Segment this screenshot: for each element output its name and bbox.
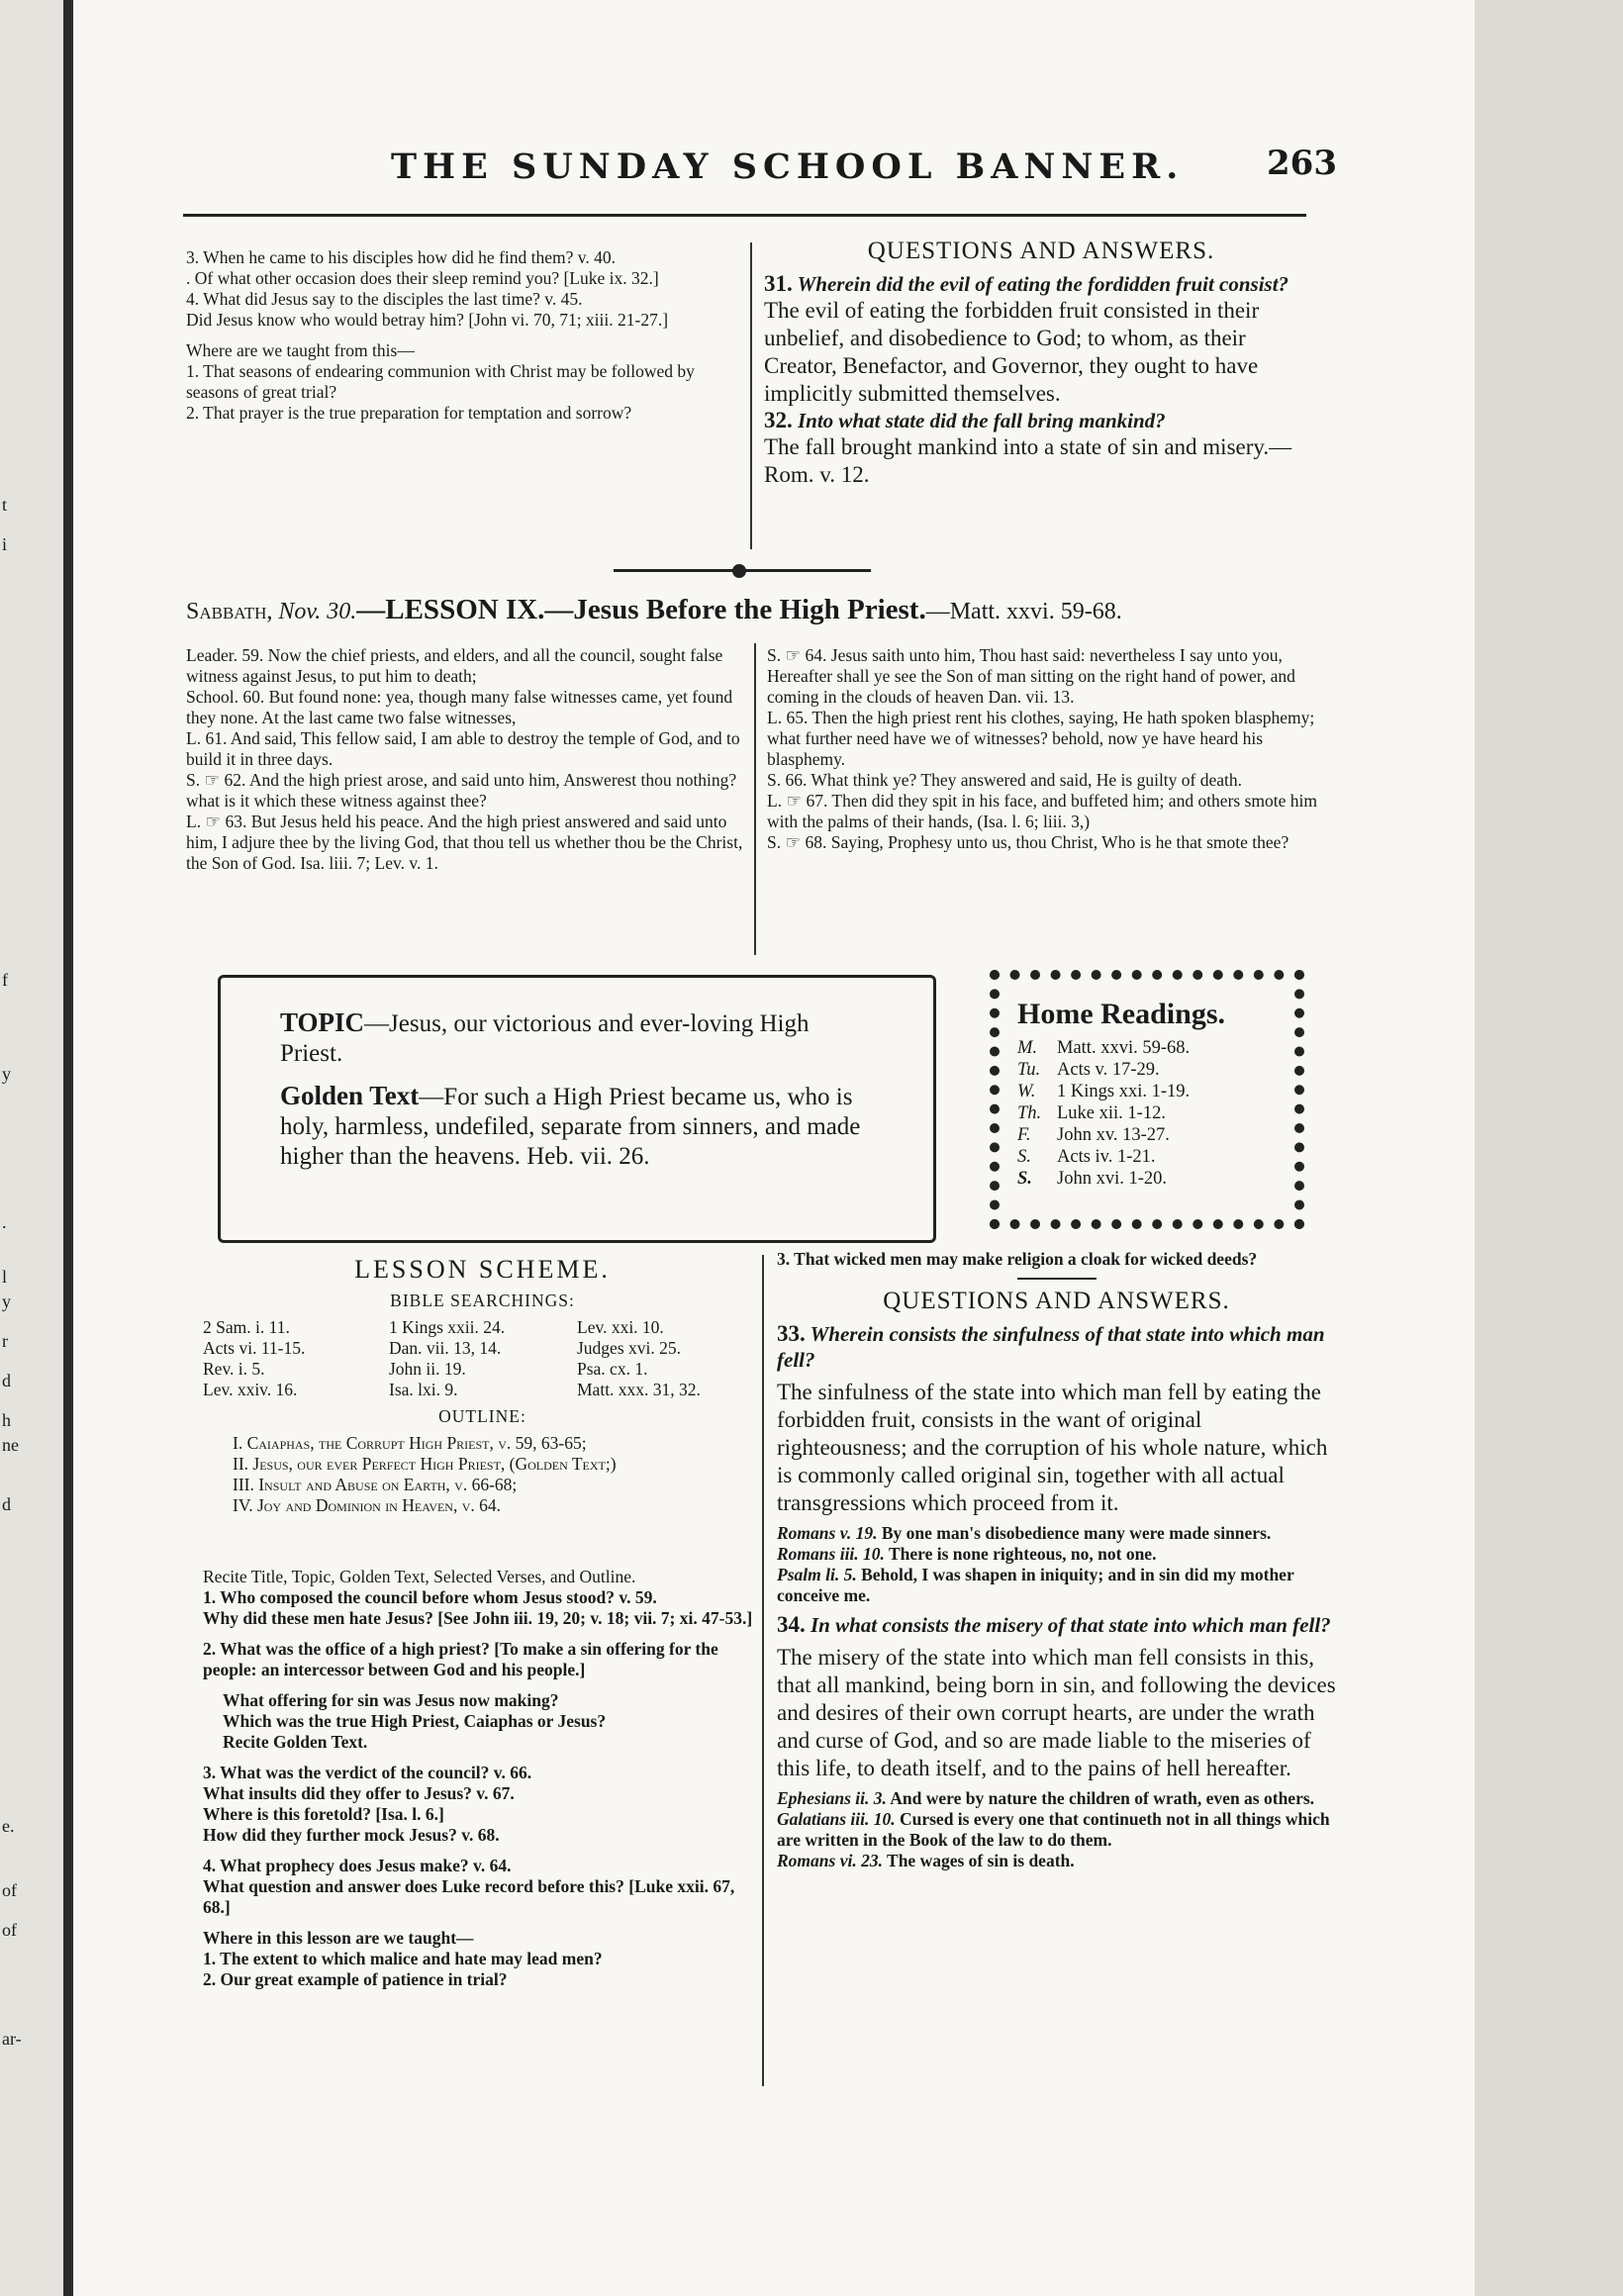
verses-right [767, 645, 1321, 853]
verse: L. ☞ 63. But Jesus held his peace. And the high priest answered and said unto him, I adjure thee by the living God, that thou tell us whether thou be the Christ, the Son of God. Isa. liii. 7; Lev. v. 1. [186, 812, 743, 873]
answer-34: The misery of the state into which man fell consists in this, that all mankind, being born in sin, and following the devices and desires of their own corrupt hearts, are under the wrath and curse of God, and so are made liable to the miseries of this life, to death itself, and to the pains of hell hereafter. [777, 1645, 1336, 1780]
proof-body: And were by nature the children of wrath, even as others. [886, 1788, 1315, 1808]
scheme-question: 2. Our great example of patience in trial? [203, 1969, 508, 1989]
left-page-gutter [0, 0, 71, 2296]
edge-fragment: d [2, 1371, 11, 1390]
golden-text-label: Golden Text [280, 1081, 420, 1110]
edge-fragment: . [2, 1212, 7, 1232]
lesson-date: Nov. 30. [278, 599, 357, 624]
qa-title: QUESTIONS AND ANSWERS. [883, 1288, 1230, 1314]
taught-item: 2. That prayer is the true preparation for temptation and sorrow? [186, 403, 632, 423]
reading-row [1017, 1059, 1294, 1081]
edge-fragment: y [2, 1064, 11, 1084]
question-line: Did Jesus know who would betray him? [John vi. 70, 71; xiii. 21-27.] [186, 310, 669, 330]
scheme-question: What insults did they offer to Jesus? v. 67. [203, 1783, 515, 1803]
edge-fragment: of [2, 1920, 17, 1940]
proof-text [777, 1565, 1336, 1606]
proof-text [777, 1523, 1336, 1544]
outline-item: II. Jesus, our ever Perfect High Priest, (Golden Text;) [233, 1454, 617, 1474]
bottom-qa-section [777, 1249, 1336, 1871]
left-page-edge-text [0, 0, 40, 2296]
question-31 [764, 271, 1318, 297]
bible-ref: Isa. lxi. 9. [389, 1380, 458, 1399]
bible-ref: Lev. xxiv. 16. [203, 1380, 298, 1399]
verse: L. ☞ 67. Then did they spit in his face, and buffeted him; and others smote him with the palms of their hands, (Isa. l. 6; liii. 3,) [767, 791, 1317, 831]
topic-box [218, 975, 936, 1243]
edge-fragment: r [2, 1331, 8, 1351]
question-line: . Of what other occasion does their sleep remind you? [Luke ix. 32.] [186, 268, 659, 288]
scheme-question: Which was the true High Priest, Caiaphas or Jesus? [223, 1711, 607, 1731]
edge-fragment: l [2, 1267, 8, 1287]
question-32 [764, 408, 1318, 433]
home-readings-box [990, 970, 1304, 1229]
proof-ref: Romans v. 19. [777, 1523, 878, 1543]
topic-label: TOPIC [280, 1007, 365, 1037]
taught-item: 3. That wicked men may make religion a cloak for wicked deeds? [777, 1249, 1258, 1269]
proof-ref: Romans vi. 23. [777, 1851, 883, 1870]
outline-item: III. Insult and Abuse on Earth, v. 66-68; [233, 1475, 518, 1494]
question-text: Into what state did the fall bring mankind? [798, 409, 1166, 432]
proof-text [777, 1788, 1336, 1809]
edge-fragment: f [2, 970, 8, 990]
column-rule [762, 1255, 764, 2086]
bible-references [203, 1317, 762, 1400]
reading-ref: John xv. 13-27. [1057, 1125, 1170, 1145]
lesson-reference: —Matt. xxvi. 59-68. [925, 599, 1122, 624]
proof-body: Cursed is every one that continueth not in all things which are written in the Book of the law to do them. [777, 1809, 1330, 1850]
top-qa-section [764, 238, 1318, 489]
question-34 [777, 1612, 1336, 1638]
bible-ref: Lev. xxi. 10. [577, 1317, 664, 1337]
question-text: Wherein did the evil of eating the fordidden fruit consist? [797, 272, 1289, 296]
proof-body: The wages of sin is death. [882, 1851, 1075, 1870]
edge-fragment: t [2, 495, 8, 515]
scheme-question: Why did these men hate Jesus? [See John iii. 19, 20; v. 18; vii. 7; xi. 47-53.] [203, 1608, 753, 1628]
reading-day: Tu. [1017, 1060, 1041, 1080]
top-left-questions [186, 247, 740, 424]
outline-item: IV. Joy and Dominion in Heaven, v. 64. [233, 1495, 502, 1515]
question-number: 33. [777, 1321, 806, 1346]
answer-32: The fall brought mankind into a state of sin and misery.—Rom. v. 12. [764, 434, 1292, 487]
proof-ref: Romans iii. 10. [777, 1544, 885, 1564]
reading-day: S. [1017, 1147, 1031, 1167]
reading-row [1017, 1037, 1294, 1059]
edge-fragment: i [2, 534, 8, 554]
reading-day: S. [1017, 1169, 1032, 1189]
proof-ref: Ephesians ii. 3. [777, 1788, 887, 1808]
scheme-question: How did they further mock Jesus? v. 68. [203, 1825, 500, 1845]
reading-day: M. [1017, 1038, 1038, 1058]
proof-text [777, 1809, 1336, 1851]
edge-fragment: y [2, 1292, 11, 1311]
verse: L. 61. And said, This fellow said, I am able to destroy the temple of God, and to build it in three days. [186, 728, 740, 769]
edge-fragment: e. [2, 1816, 15, 1836]
lesson-title: LESSON IX.—Jesus Before the High Priest. [385, 594, 926, 625]
proof-body: By one man's disobedience many were made sinners. [877, 1523, 1272, 1543]
section-divider [614, 569, 871, 572]
scheme-question: 4. What prophecy does Jesus make? v. 64. [203, 1856, 512, 1875]
book-fore-edge [1475, 0, 1623, 2296]
reading-row [1017, 1146, 1294, 1168]
verse: L. 65. Then the high priest rent his clothes, saying, He hath spoken blasphemy; what further need have we of witnesses? behold, now ye have heard his blasphemy. [767, 708, 1315, 769]
question-33 [777, 1321, 1336, 1373]
proof-ref: Psalm li. 5. [777, 1565, 857, 1584]
answer-33: The sinfulness of the state into which man fell by eating the forbidden fruit, consists in the want of original righteousness; and the corruption of his whole nature, which is commonly called original sin, together with all actual transgressions which proceed from it. [777, 1380, 1328, 1515]
reading-row [1017, 1102, 1294, 1124]
topic-line [280, 1007, 874, 1069]
answer-31: The evil of eating the forbidden fruit consisted in their unbelief, and disobedience to God; to whom, as their Creator, Benefactor, and Governor, they ought to have implicitly submitted themselves. [764, 298, 1260, 406]
bible-ref: Dan. vii. 13, 14. [389, 1338, 502, 1358]
scheme-questions [203, 1567, 762, 1990]
home-readings-title: Home Readings. [1017, 998, 1225, 1030]
verse: S. ☞ 68. Saying, Prophesy unto us, thou Christ, Who is he that smote thee? [767, 832, 1289, 852]
mini-rule [1017, 1278, 1097, 1280]
scheme-question: What offering for sin was Jesus now making? [223, 1690, 559, 1710]
lesson-scheme [203, 1255, 762, 1516]
proof-text [777, 1851, 1336, 1871]
bible-ref: Matt. xxx. 31, 32. [577, 1380, 701, 1399]
lesson-dash: — [356, 594, 386, 625]
question-line: 3. When he came to his disciples how did he find them? v. 40. [186, 247, 617, 267]
bible-ref: Acts vi. 11-15. [203, 1338, 306, 1358]
running-title: THE SUNDAY SCHOOL BANNER. [391, 146, 1185, 187]
proof-body: There is none righteous, no, not one. [884, 1544, 1157, 1564]
question-line: 4. What did Jesus say to the disciples the last time? v. 45. [186, 289, 583, 309]
edge-fragment: ne [2, 1435, 19, 1455]
reading-row [1017, 1081, 1294, 1102]
bible-searchings-title: BIBLE SEARCHINGS: [390, 1291, 575, 1310]
scheme-question: 2. What was the office of a high priest? [To make a sin offering for the people: an intercessor between God and his people.] [203, 1639, 718, 1679]
reading-day: F. [1017, 1125, 1031, 1145]
bible-ref: Psa. cx. 1. [577, 1359, 648, 1379]
header-rule [183, 214, 1306, 217]
question-text: Wherein consists the sinfulness of that state into which man fell? [777, 1322, 1325, 1372]
reading-day: W. [1017, 1082, 1036, 1101]
taught-heading: Where are we taught from this— [186, 340, 415, 360]
scheme-question: 1. Who composed the council before whom Jesus stood? v. 59. [203, 1587, 657, 1607]
golden-text-line [280, 1081, 874, 1172]
binding-shadow [63, 0, 73, 2296]
reading-ref: Acts iv. 1-21. [1057, 1147, 1156, 1167]
verse: S. ☞ 64. Jesus saith unto him, Thou hast said: nevertheless I say unto you, Hereafter shall ye see the Son of man sitting on the right hand of power, and coming in the clouds of heaven Dan. vii. 13. [767, 645, 1295, 707]
recite-line: Recite Title, Topic, Golden Text, Selected Verses, and Outline. [203, 1567, 636, 1586]
edge-fragment: d [2, 1494, 11, 1514]
bible-ref: John ii. 19. [389, 1359, 466, 1379]
topic-content [280, 1007, 874, 1172]
bible-ref: Rev. i. 5. [203, 1359, 265, 1379]
question-text: In what consists the misery of that state into which man fell? [811, 1613, 1331, 1637]
column-rule [750, 242, 752, 549]
reading-ref: 1 Kings xxi. 1-19. [1057, 1082, 1191, 1101]
verse: School. 60. But found none: yea, though many false witnesses came, yet found they none. At the last came two false witnesses, [186, 687, 733, 727]
edge-fragment: ar- [2, 2029, 22, 2049]
question-number: 31. [764, 271, 793, 296]
scheme-title: LESSON SCHEME. [354, 1255, 611, 1284]
bible-ref: 2 Sam. i. 11. [203, 1317, 290, 1337]
scheme-question: Where is this foretold? [Isa. l. 6.] [203, 1804, 444, 1824]
verse: S. 66. What think ye? They answered and said, He is guilty of death. [767, 770, 1243, 790]
edge-fragment: of [2, 1880, 17, 1900]
reading-row [1017, 1168, 1294, 1190]
scheme-question: Recite Golden Text. [223, 1732, 368, 1752]
column-rule [754, 643, 756, 955]
proof-ref: Galatians iii. 10. [777, 1809, 896, 1829]
verses-left [186, 645, 745, 874]
reading-ref: Matt. xxvi. 59-68. [1057, 1038, 1191, 1058]
proof-text [777, 1544, 1336, 1565]
bible-ref: 1 Kings xxii. 24. [389, 1317, 506, 1337]
reading-ref: Acts v. 17-29. [1057, 1060, 1160, 1080]
scheme-question: Where in this lesson are we taught— [203, 1928, 474, 1948]
taught-item: 1. That seasons of endearing communion with Christ may be followed by seasons of great trial? [186, 361, 695, 402]
outline-title: OUTLINE: [438, 1406, 526, 1426]
outline-item: I. Caiaphas, the Corrupt High Priest, v. 59, 63-65; [233, 1433, 587, 1453]
scheme-question: What question and answer does Luke record before this? [Luke xxii. 67, 68.] [203, 1876, 735, 1917]
reading-ref: John xvi. 1-20. [1057, 1169, 1167, 1189]
qa-title: QUESTIONS AND ANSWERS. [867, 238, 1215, 264]
lesson-prefix: Sabbath, [186, 599, 273, 624]
proof-body: Behold, I was shapen in iniquity; and in sin did my mother conceive me. [777, 1565, 1294, 1605]
scheme-question: 3. What was the verdict of the council? v. 66. [203, 1763, 532, 1782]
bible-ref: Judges xvi. 25. [577, 1338, 681, 1358]
page-number: 263 [1267, 144, 1337, 183]
lesson-heading [186, 594, 1122, 626]
question-number: 32. [764, 408, 793, 432]
topic-text: —Jesus, our victorious and ever-loving High Priest. [280, 1010, 810, 1067]
golden-text: —For such a High Priest became us, who is holy, harmless, undefiled, separate from sinners, and made higher than the heavens. Heb. vii. 26. [280, 1084, 861, 1170]
reading-day: Th. [1017, 1103, 1042, 1123]
question-number: 34. [777, 1612, 806, 1637]
scheme-question: 1. The extent to which malice and hate may lead men? [203, 1949, 603, 1968]
edge-fragment: h [2, 1410, 11, 1430]
divider-ornament [732, 564, 746, 578]
reading-ref: Luke xii. 1-12. [1057, 1103, 1166, 1123]
reading-row [1017, 1124, 1294, 1146]
verse: Leader. 59. Now the chief priests, and elders, and all the council, sought false witness against Jesus, to put him to death; [186, 645, 723, 686]
verse: S. ☞ 62. And the high priest arose, and said unto him, Answerest thou nothing? what is it which these witness against thee? [186, 770, 737, 811]
